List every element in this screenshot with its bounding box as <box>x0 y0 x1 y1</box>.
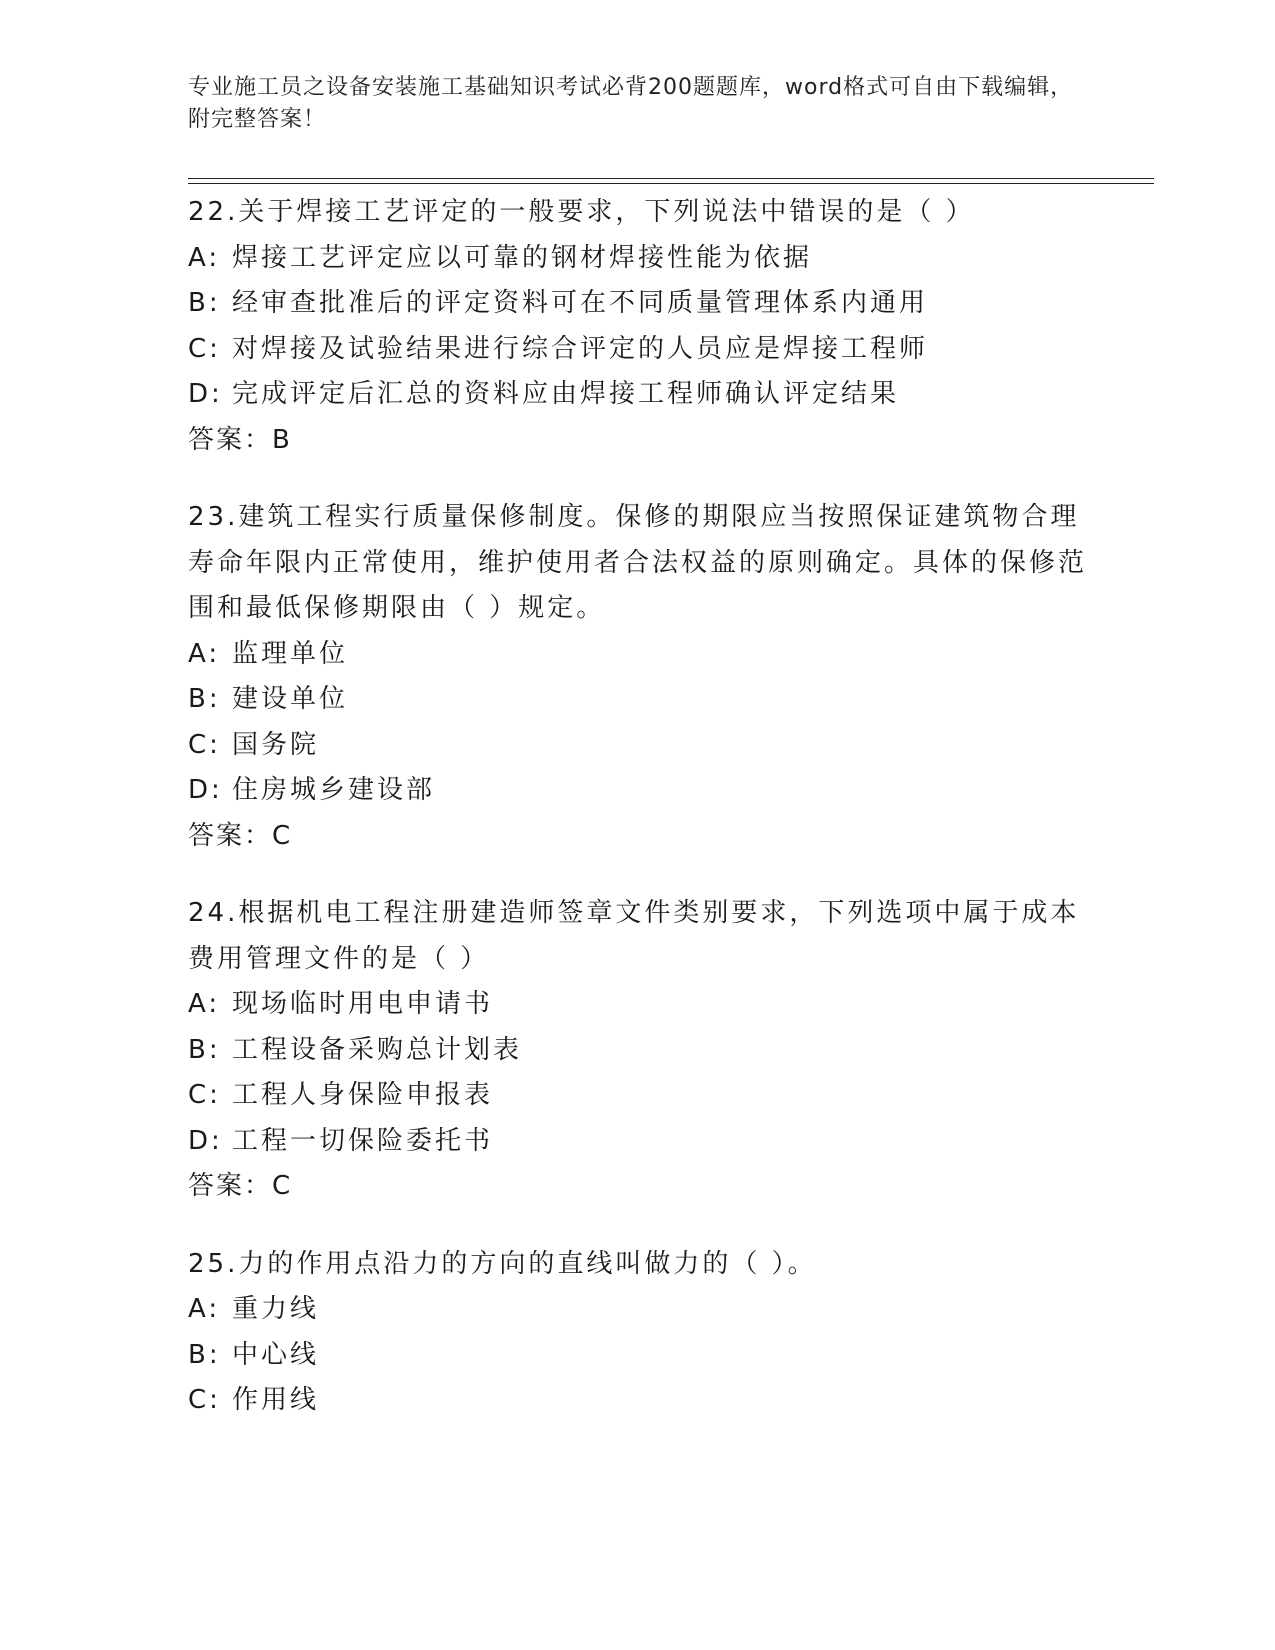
option-a <box>188 1287 1088 1333</box>
question-stem: 22.关于焊接工艺评定的一般要求，下列说法中错误的是（ ） <box>188 197 975 227</box>
option-key: D: <box>188 379 223 409</box>
option-key: C: <box>188 1080 221 1110</box>
option-text: 建设单位 <box>232 684 349 714</box>
question-stem: 23.建筑工程实行质量保修制度。保修的期限应当按照保证建筑物合理寿命年限内正常使用，维护使用者合法权益的原则确定。具体的保修范围和最低保修期限由（ ）规定。 <box>188 502 1088 623</box>
option-d <box>188 768 1088 814</box>
option-key: B: <box>188 288 221 318</box>
option-text: 现场临时用电申请书 <box>232 989 494 1019</box>
option-a <box>188 236 1088 282</box>
document-header: 专业施工员之设备安装施工基础知识考试必背200题题库，word格式可自由下载编辑，附完整答案！ <box>188 75 1074 132</box>
question-24 <box>188 891 1088 1210</box>
option-text: 经审查批准后的评定资料可在不同质量管理体系内通用 <box>232 288 929 318</box>
question-stem: 24.根据机电工程注册建造师签章文件类别要求，下列选项中属于成本费用管理文件的是（ ） <box>188 898 1080 974</box>
option-text: 工程设备采购总计划表 <box>232 1034 523 1065</box>
option-text: 中心线 <box>232 1339 320 1370</box>
option-key: A: <box>188 989 221 1019</box>
option-d <box>188 1119 1088 1165</box>
header-rule-bottom <box>188 183 1154 184</box>
option-c <box>188 327 1088 373</box>
header-rule-top <box>188 178 1154 179</box>
option-key: A: <box>188 638 221 669</box>
question-list <box>188 190 1088 1456</box>
option-b <box>188 1333 1088 1379</box>
option-text: 对焊接及试验结果进行综合评定的人员应是焊接工程师 <box>232 333 929 364</box>
option-text: 住房城乡建设部 <box>232 775 436 805</box>
option-c <box>188 1073 1088 1119</box>
option-text: 完成评定后汇总的资料应由焊接工程师确认评定结果 <box>232 379 900 409</box>
option-d <box>188 372 1088 418</box>
answer-line: 答案：C <box>188 1171 293 1201</box>
option-b <box>188 677 1088 723</box>
question-stem: 25.力的作用点沿力的方向的直线叫做力的（ ）。 <box>188 1248 817 1279</box>
option-key: C: <box>188 333 221 364</box>
option-a <box>188 632 1088 678</box>
option-key: A: <box>188 242 221 273</box>
option-key: B: <box>188 684 221 714</box>
option-a <box>188 982 1088 1028</box>
option-b <box>188 281 1088 327</box>
option-key: D: <box>188 775 223 805</box>
option-text: 工程一切保险委托书 <box>232 1125 494 1156</box>
option-key: B: <box>188 1339 221 1370</box>
option-key: D: <box>188 1125 223 1156</box>
question-25 <box>188 1242 1088 1424</box>
option-b <box>188 1028 1088 1074</box>
question-22 <box>188 190 1088 463</box>
option-key: C: <box>188 729 221 760</box>
option-text: 焊接工艺评定应以可靠的钢材焊接性能为依据 <box>232 242 813 273</box>
answer-line: 答案：B <box>188 424 292 455</box>
option-key: B: <box>188 1034 221 1065</box>
option-c <box>188 1378 1088 1424</box>
answer-line: 答案：C <box>188 820 293 851</box>
option-c <box>188 723 1088 769</box>
option-key: A: <box>188 1294 221 1324</box>
question-23 <box>188 495 1088 859</box>
option-text: 重力线 <box>232 1294 320 1324</box>
option-text: 作用线 <box>232 1385 320 1415</box>
option-key: C: <box>188 1385 221 1415</box>
option-text: 国务院 <box>232 729 320 760</box>
option-text: 监理单位 <box>232 638 349 669</box>
option-text: 工程人身保险申报表 <box>232 1080 494 1110</box>
